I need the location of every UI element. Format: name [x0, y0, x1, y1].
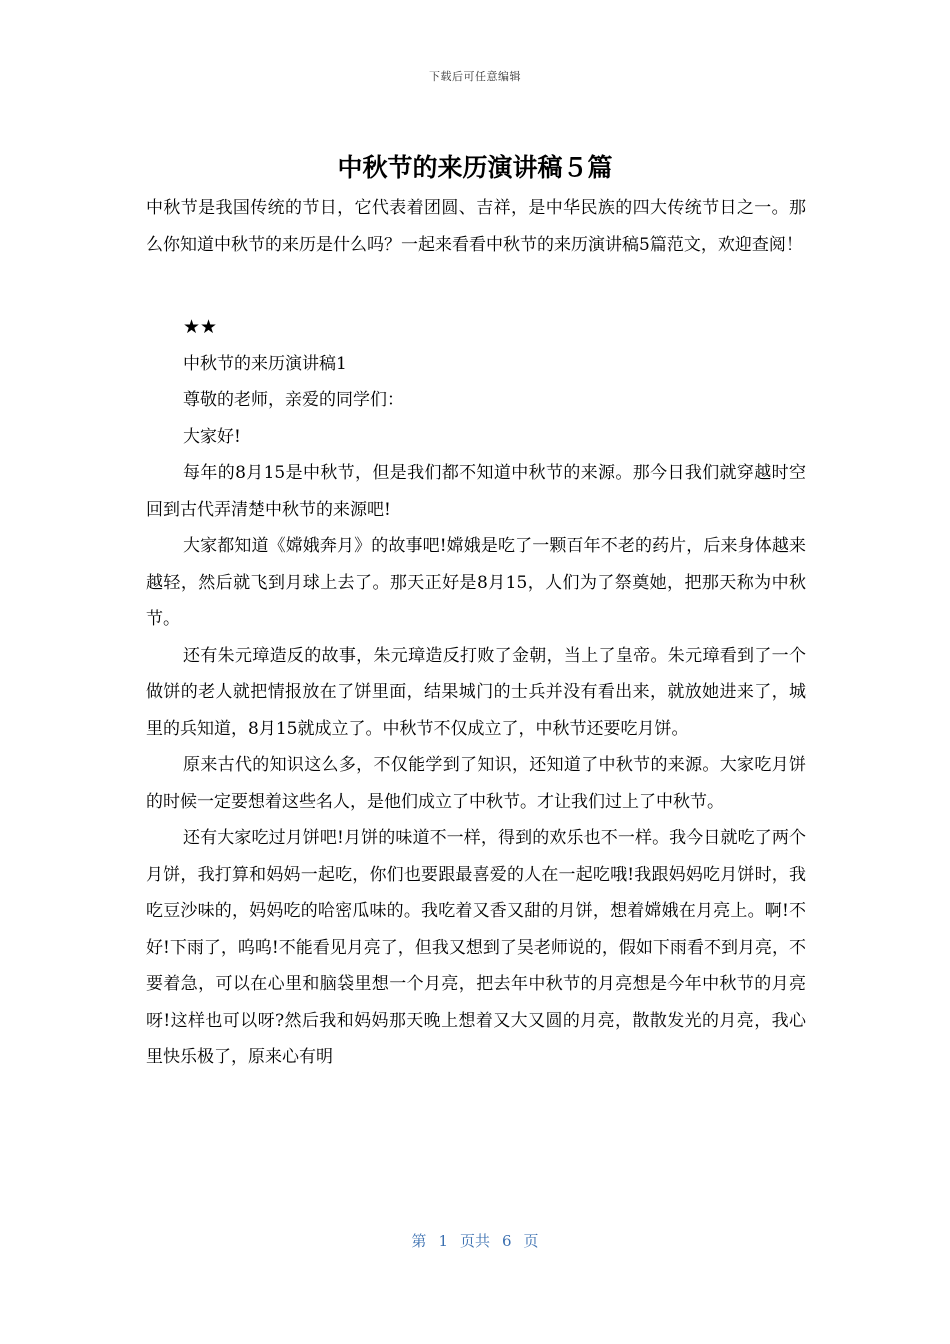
salutation: 尊敬的老师，亲爱的同学们：	[183, 390, 404, 410]
intro-paragraph: 中秋节是我国传统的节日，它代表着团圆、吉祥，是中华民族的四大传统节日之一。那么你知道中秋节的来历是什么吗？一起来看看中秋节的来历演讲稿5篇范文，欢迎查阅！	[146, 198, 806, 255]
document-title: 中秋节的来历演讲稿５篇	[337, 153, 613, 182]
body-paragraph-1: 每年的8月15是中秋节，但是我们都不知道中秋节的来源。那今日我们就穿越时空回到古代弄清楚中秋节的来源吧!	[146, 463, 806, 520]
footer-middle: 页共	[459, 1232, 490, 1250]
greeting: 大家好!	[183, 426, 241, 447]
footer-prefix: 第	[411, 1232, 427, 1250]
page-number: 1	[438, 1232, 448, 1250]
page-total: 6	[502, 1232, 512, 1250]
section-heading: 中秋节的来历演讲稿1	[183, 353, 347, 374]
footer-suffix: 页	[523, 1232, 539, 1250]
body-paragraph-3: 还有朱元璋造反的故事，朱元璋造反打败了金朝，当上了皇帝。朱元璋看到了一个做饼的老人就把情报放在了饼里面，结果城门的士兵并没有看出来，就放她进来了，城里的兵知道，8月15就成立了。中秋节不仅成立了，中秋节还要吃月饼。	[146, 645, 806, 739]
spacer	[146, 263, 806, 309]
page-footer	[0, 1230, 950, 1251]
document-body	[146, 190, 806, 1076]
body-paragraph-5: 还有大家吃过月饼吧!月饼的味道不一样，得到的欢乐也不一样。我今日就吃了两个月饼，我打算和妈妈一起吃，你们也要跟最喜爱的人在一起吃哦!我跟妈妈吃月饼时，我吃豆沙味的，妈妈吃的哈密瓜味的。我吃着又香又甜的月饼，想着嫦娥在月亮上。啊!不好!下雨了，呜呜!不能看见月亮了，但我又想到了吴老师说的，假如下雨看不到月亮，不要着急，可以在心里和脑袋里想一个月亮，把去年中秋节的月亮想是今年中秋节的月亮呀!这样也可以呀?然后我和妈妈那天晚上想着又大又圆的月亮，散散发光的月亮，我心里快乐极了，原来心有明	[146, 828, 806, 1067]
body-paragraph-2: 大家都知道《嫦娥奔月》的故事吧!嫦娥是吃了一颗百年不老的药片，后来身体越来越轻，然后就飞到月球上去了。那天正好是8月15，人们为了祭奠她，把那天称为中秋节。	[146, 536, 806, 629]
header-note: 下载后可任意编辑	[429, 70, 521, 83]
body-paragraph-4: 原来古代的知识这么多，不仅能学到了知识，还知道了中秋节的来源。大家吃月饼的时候一定要想着这些名人，是他们成立了中秋节。才让我们过上了中秋节。	[146, 755, 806, 812]
star-icons: ★★	[183, 316, 218, 338]
